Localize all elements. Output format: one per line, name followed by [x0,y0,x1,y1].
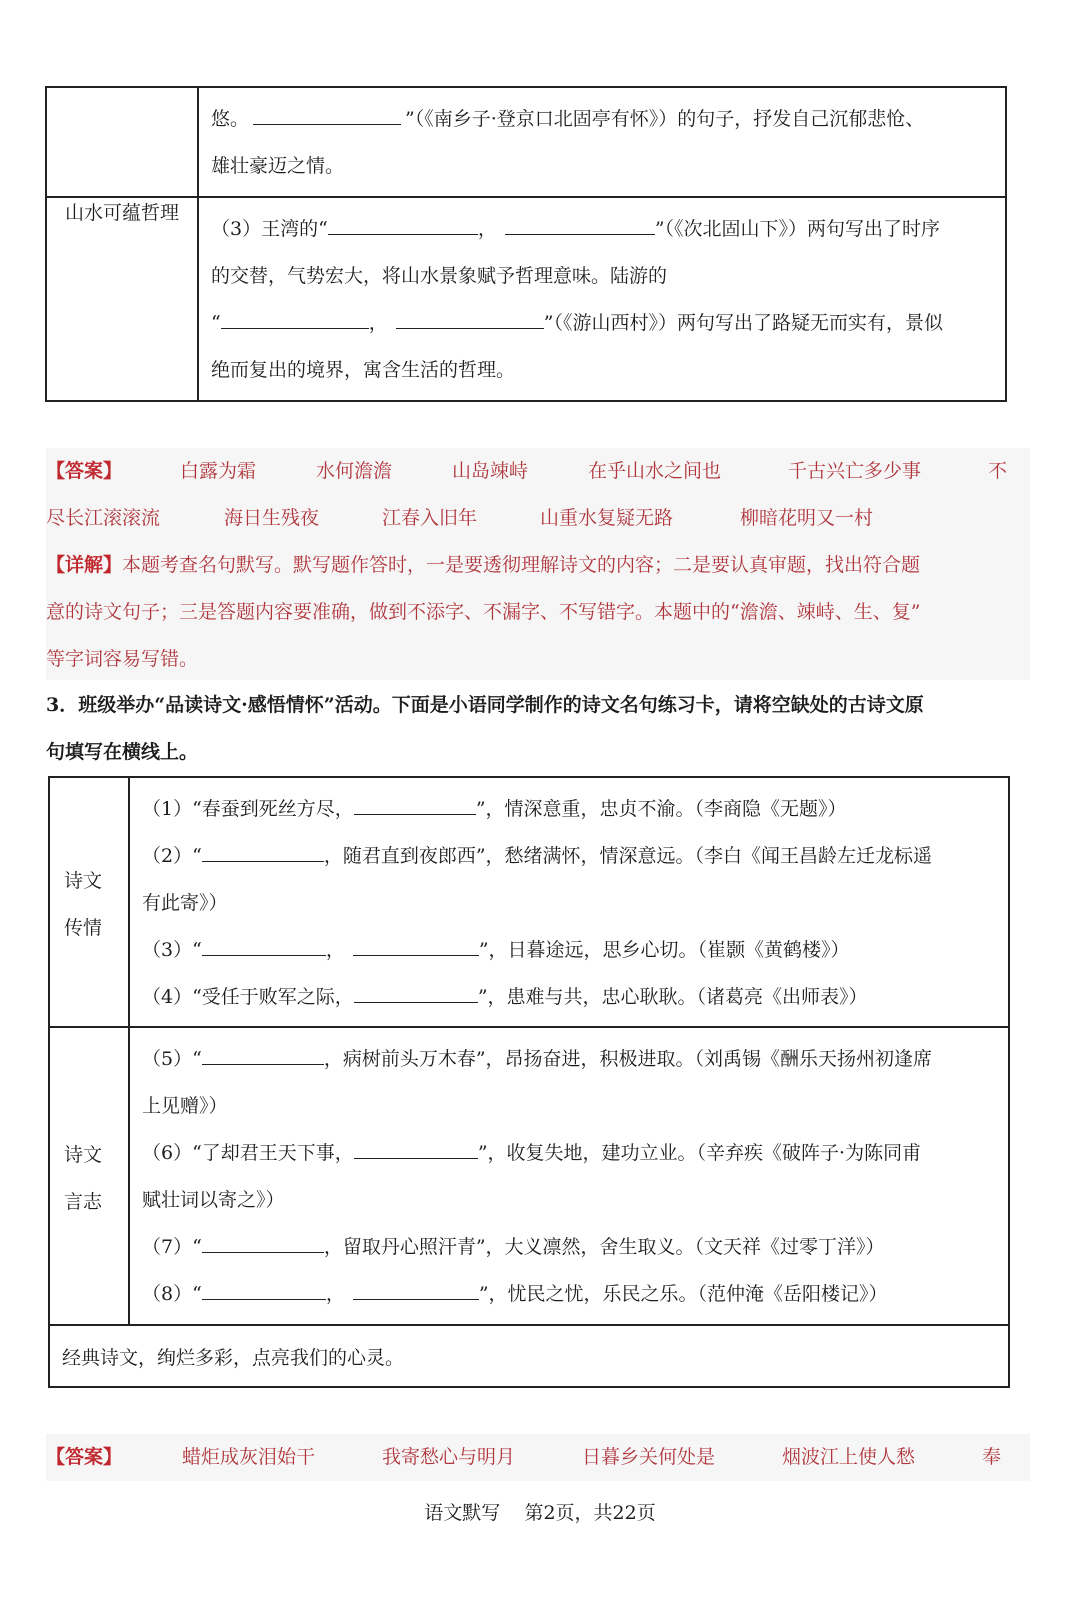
answer-row [46,495,1030,542]
question-item: （2）“ ，随君直到夜郎西”，愁绪满怀，情深意远。（李白《闻王昌龄左迁龙标遥 [142,833,1008,880]
fill-blank[interactable] [354,1138,478,1159]
summary-text: 经典诗文，绚烂多彩，点亮我们的心灵。 [62,1346,405,1369]
table1-row1-label [46,87,198,197]
answer-item: 不 [988,460,1008,482]
text-line: 的交替，气势宏大，将山水景象赋予哲理意味。陆游的 [211,265,668,287]
answer-tag: 【答案】 [46,460,123,482]
question-item: （3）“ ， ”，日暮途远，思乡心切。（崔颢《黄鹤楼》） [142,927,1008,974]
table1-row2-label-cell [46,197,198,401]
table1-row1-content [198,87,1006,197]
answer-item: 尽长江滚滚流 [46,507,161,529]
answer-item: 白露为霜 [180,460,257,482]
poetry-table-2 [48,776,1010,1388]
question-item: 有此寄》） [142,892,228,914]
question-item: （5）“ ，病树前头万木春”，昂扬奋进，积极进取。（刘禹锡《酬乐天扬州初逢席 [142,1036,1008,1083]
page-footer [0,1498,1080,1525]
text-line: “ ， ”（《游山西村》）两句写出了路疑无而实有，景似 [211,300,1005,347]
fill-blank[interactable] [202,1232,324,1253]
answer-item: 我寄愁心与明月 [382,1446,516,1468]
section2-label-cell [49,1027,129,1325]
fill-blank[interactable] [353,1279,479,1300]
text-line: 绝而复出的境界，寓含生活的哲理。 [211,359,516,381]
question-item: （8）“ ， ”，忧民之忧，乐民之乐。（范仲淹《岳阳楼记》） [142,1271,1008,1318]
page-number: 语文默写 第2页，共22页 [424,1502,656,1524]
answer-item: 千古兴亡多少事 [788,460,922,482]
poetry-table-1 [45,86,1007,402]
question-item: 上见赠》） [142,1095,228,1117]
answer-item: 日暮乡关何处是 [582,1446,716,1468]
fill-blank[interactable] [202,935,326,956]
fill-blank[interactable] [505,214,655,235]
section2-content [129,1027,1009,1325]
answer-block-2 [46,1434,1030,1481]
answer-item: 蜡炬成灰泪始干 [182,1446,316,1468]
answer-item: 水何澹澹 [316,460,393,482]
fill-blank[interactable] [202,1044,324,1065]
table1-row2-content [198,197,1006,401]
answer-item: 海日生残夜 [224,507,320,529]
text-line: （3）王湾的“ ， ”（《次北固山下》）两句写出了时序 [211,206,1005,253]
fill-blank[interactable] [221,308,369,329]
detail-tag: 【详解】 [46,554,123,576]
answer-block-1 [46,448,1030,680]
answer-item: 柳暗花明又一村 [740,507,874,529]
answer-item: 山重水复疑无路 [540,507,674,529]
answer-tag: 【答案】 [46,1446,123,1468]
section1-label-cell [49,777,129,1027]
answer-row [46,448,1030,495]
answer-item: 在乎山水之间也 [588,460,722,482]
section1-content [129,777,1009,1027]
fill-blank[interactable] [354,982,478,1003]
question-item: 赋壮词以寄之》） [142,1189,285,1211]
answer-item: 山岛竦峙 [452,460,529,482]
answer-item: 江春入旧年 [382,507,478,529]
answer-item: 奉 [982,1446,1002,1468]
detail-line: 等字词容易写错。 [46,648,199,670]
answer-row [46,1434,1030,1481]
summary-row [49,1325,1009,1387]
question-item: （6）“了却君王天下事， ”，收复失地，建功立业。（辛弃疾《破阵子·为陈同甫 [142,1130,1008,1177]
detail-line: 意的诗文句子；三是答题内容要准确，做到不添字、不漏字、不写错字。本题中的“澹澹、竦峙、生、复” [46,601,921,623]
question-item: （1）“春蚕到死丝方尽， ”，情深意重，忠贞不渝。（李商隐《无题》） [142,786,1008,833]
fill-blank[interactable] [328,214,478,235]
text-line: 雄壮豪迈之情。 [211,155,345,177]
fill-blank[interactable] [353,935,479,956]
fill-blank[interactable] [396,308,544,329]
fill-blank[interactable] [253,104,401,125]
answer-item: 烟波江上使人愁 [782,1446,916,1468]
section-label: 诗文 [64,1144,103,1166]
fill-blank[interactable] [354,794,476,815]
fill-blank[interactable] [202,1279,326,1300]
text-line: 悠。 ”（《南乡子·登京口北固亭有怀》）的句子，抒发自己沉郁悲怆、 [211,96,1005,143]
question-3-line2: 句填写在横线上。 [46,741,199,763]
question-item: （4）“受任于败军之际， ”，患难与共，忠心耿耿。（诸葛亮《出师表》） [142,974,1008,1021]
question-3-line1: 3．班级举办“品读诗文·感悟情怀”活动。下面是小语同学制作的诗文名句练习卡，请将空缺处的古诗文原 [46,694,924,716]
fill-blank[interactable] [202,841,324,862]
section-label: 山水可蕴哲理 [64,202,179,224]
section-label: 言志 [64,1191,103,1213]
section-label: 传情 [64,917,103,939]
section-label: 诗文 [64,870,103,892]
detail-line: 【详解】本题考查名句默写。默写题作答时，一是要透彻理解诗文的内容；二是要认真审题，找出符合题 [46,554,921,576]
question-item: （7）“ ，留取丹心照汗青”，大义凛然，舍生取义。（文天祥《过零丁洋》） [142,1224,1008,1271]
